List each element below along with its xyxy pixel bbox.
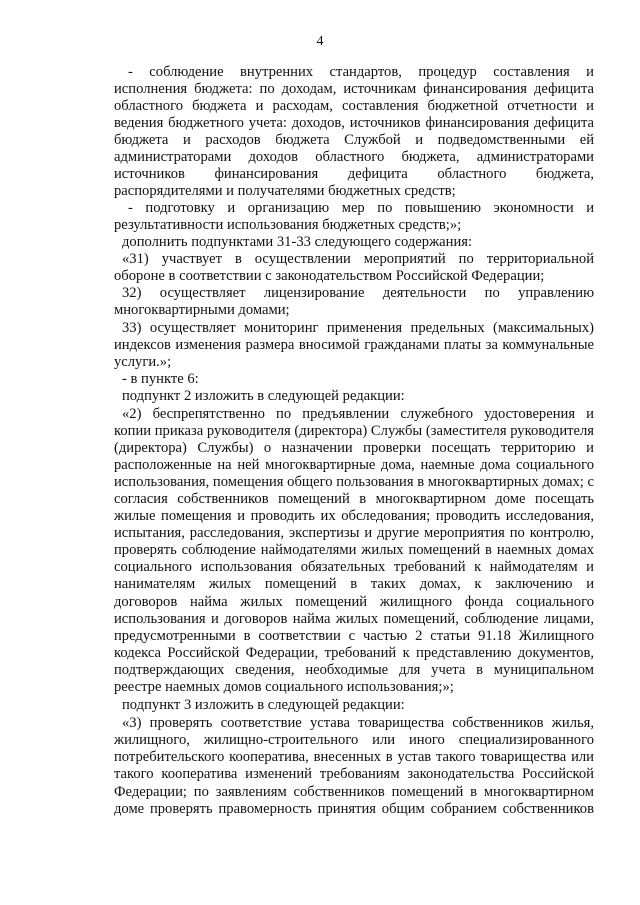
text-line: подпункт 3 изложить в следующей редакции: [122, 697, 405, 713]
text-line: использования и договоров найма жилых помещений, соблюдение лицами, [114, 611, 594, 627]
text-line: бюджета и расходов бюджета Службой и подведомственными ей [114, 132, 594, 148]
text-line: подтверждающих сведения, необходимые для учета в муниципальном [114, 662, 594, 678]
text-line: такого кооператива изменений требованиям законодательства Российской [114, 766, 594, 782]
text-line: услуги.»; [114, 354, 172, 370]
text-line: администраторами доходов областного бюджета, администраторами [114, 149, 594, 165]
page-number: 4 [316, 34, 324, 49]
text-line: результативности использования бюджетных средств;»; [114, 217, 462, 233]
text-line: испытания, расследования, экспертизы и другие мероприятия по контролю, [114, 525, 594, 541]
text-line: расположенные на ней многоквартирные дома, наемные дома социального [114, 457, 594, 473]
text-line: 33) осуществляет мониторинг применения предельных (максимальных) [122, 320, 594, 336]
text-line: ведения бюджетного учета: доходов, источников финансирования дефицита [114, 115, 594, 131]
text-line: проверять соблюдение наймодателями жилых помещений в наемных домах [114, 542, 594, 558]
text-line: 32) осуществляет лицензирование деятельности по управлению [122, 285, 594, 301]
text-line: предусмотренными в соответствии с частью 2 статьи 91.18 Жилищного [114, 628, 594, 644]
text-line: - в пункте 6: [122, 371, 199, 387]
text-line: распорядителями и получателями бюджетных средств; [114, 183, 456, 199]
text-line: социального использования обязательных требований к наймодателям и [114, 559, 594, 575]
text-line: многоквартирными домами; [114, 302, 290, 318]
text-line: Федерации; по заявлениям собственников помещений в многоквартирном [114, 784, 594, 800]
text-line: «31) участвует в осуществлении мероприятий по территориальной [122, 251, 594, 267]
text-line: исполнения бюджета: по доходам, источникам финансирования дефицита [114, 81, 594, 97]
text-line: нанимателям жилых помещений в таких домах, к заключению и [114, 576, 594, 592]
text-line: жилищного, жилищно-строительного или иного специализированного [114, 732, 594, 748]
text-line: согласия собственников помещений в многоквартирном доме посещать [114, 491, 594, 507]
text-line: подпункт 2 изложить в следующей редакции: [122, 388, 405, 404]
text-line: доме проверять правомерность принятия общим собранием собственников [114, 801, 594, 817]
text-line: «2) беспрепятственно по предъявлении служебного удостоверения и [122, 406, 594, 422]
text-line: источников финансирования дефицита областного бюджета, [114, 166, 594, 182]
text-line: обороне в соответствии с законодательством Российской Федерации; [114, 268, 545, 284]
text-line: реестре наемных домов социального использования;»; [114, 679, 454, 695]
text-line: договоров найма жилых помещений жилищного фонда социального [114, 594, 594, 610]
text-line: жилые помещения и проводить их обследования; проводить исследования, [114, 508, 594, 524]
text-line: потребительского кооператива, внесенных в устав такого товарищества или [114, 749, 594, 765]
text-line: «3) проверять соответствие устава товарищества собственников жилья, [122, 715, 594, 731]
text-line: областного бюджета и расходам, составления бюджетной отчетности и [114, 98, 594, 114]
text-line: - соблюдение внутренних стандартов, процедур составления и [128, 64, 594, 80]
text-line: дополнить подпунктами 31-33 следующего содержания: [122, 234, 473, 250]
text-line: использования, помещения общего пользования в многоквартирных домах; с [114, 474, 594, 490]
text-line: - подготовку и организацию мер по повышению экономности и [128, 200, 594, 216]
text-line: (директора) Службы) о назначении проверки посещать территорию и [114, 440, 594, 456]
text-line: копии приказа руководителя (директора) Службы (заместителя руководителя [114, 423, 594, 439]
text-line: кодекса Российской Федерации, требований к представлению документов, [114, 645, 594, 661]
text-line: индексов изменения размера вносимой гражданами платы за коммунальные [114, 337, 594, 353]
